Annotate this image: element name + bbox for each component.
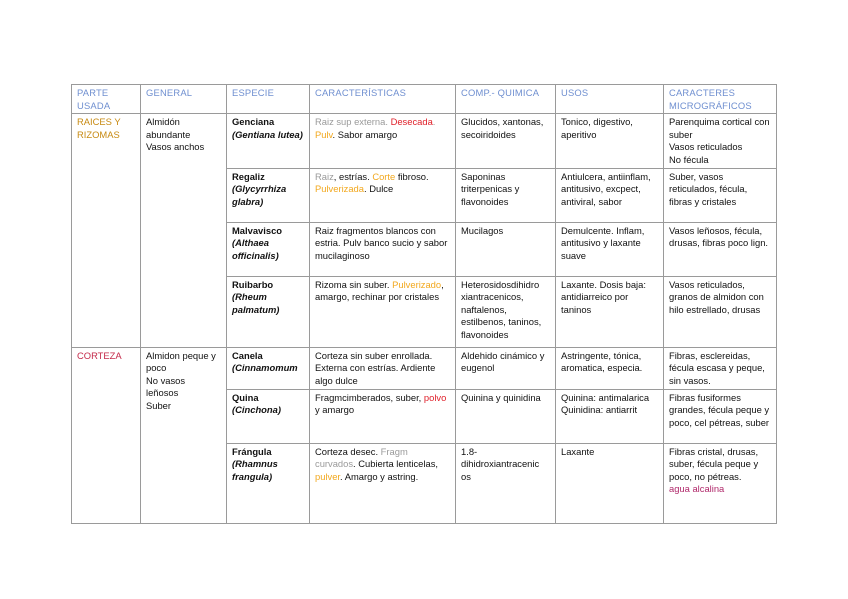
species-cell xyxy=(227,443,310,523)
header-cell: ESPECIE xyxy=(227,85,310,114)
characteristics-text: Fragmcimberados, suber, xyxy=(315,391,424,403)
micrographic-cell xyxy=(664,168,777,222)
characteristics-text: Corteza desec. xyxy=(315,445,381,457)
micrographic-line: Suber, vasos reticulados, fécula, fibras y cristales xyxy=(669,170,748,207)
characteristics-text: y amargo xyxy=(315,404,355,416)
species-scientific-name: (Cinchona) xyxy=(232,404,281,416)
micrographic-cell xyxy=(664,276,777,347)
chemical-cell: Mucilagos xyxy=(456,222,556,276)
header-cell: CARACTERÍSTICAS xyxy=(310,85,456,114)
micrographic-line: Vasos leñosos, fécula, drusas, fibras poco lign. xyxy=(669,224,769,249)
characteristics-cell xyxy=(310,389,456,443)
species-scientific-name: (Glycyrrhiza glabra) xyxy=(232,183,287,207)
species-scientific-name: (Rhamnus frangula) xyxy=(232,458,278,482)
micrographic-line: Vasos reticulados, granos de almidon con hilo estrellado, drusas xyxy=(669,278,764,315)
general-line: Suber xyxy=(146,399,172,411)
table-row xyxy=(72,114,777,168)
species-cell xyxy=(227,114,310,168)
species-cell xyxy=(227,389,310,443)
characteristics-text: pulver xyxy=(315,470,341,482)
general-line: Vasos anchos xyxy=(146,141,205,153)
header-cell: CARACTERES MICROGRÁFICOS xyxy=(664,85,777,114)
chemical-cell: Saponinas triterpenicas y flavonoides xyxy=(456,168,556,222)
species-cell xyxy=(227,276,310,347)
micrographic-line: Fibras cristal, drusas, suber, fécula peque y poco, no pétreas. xyxy=(669,445,759,482)
characteristics-text: Pulverizado xyxy=(392,278,442,290)
characteristics-text: fibroso. xyxy=(395,170,429,182)
species-name: Ruibarbo xyxy=(232,278,274,290)
general-cell xyxy=(141,114,227,347)
part-cell: RAICES Y RIZOMAS xyxy=(72,114,141,347)
general-line: Almidon peque y poco xyxy=(146,349,216,374)
micrographic-cell xyxy=(664,389,777,443)
general-line: No vasos xyxy=(146,374,186,386)
characteristics-cell xyxy=(310,168,456,222)
characteristics-text: Rizoma sin suber. xyxy=(315,278,393,290)
characteristics-text: Corteza sin suber enrollada. Externa con estrías. Ardiente algo dulce xyxy=(315,349,436,386)
chemical-cell: Heterosidosdihidro xiantracenicos, naftalenos, estilbenos, taninos, flavonoides xyxy=(456,276,556,347)
characteristics-text: Desecada xyxy=(390,116,433,128)
header-cell: USOS xyxy=(556,85,664,114)
general-line: leñosos xyxy=(146,387,179,399)
characteristics-text: Pulverizada xyxy=(315,183,364,195)
part-cell: CORTEZA xyxy=(72,347,141,523)
characteristics-text: Corte xyxy=(372,170,396,182)
uses-cell: Astringente, tónica, aromatica, especia. xyxy=(556,347,664,389)
characteristics-text: . Sabor amargo xyxy=(332,128,398,140)
micrographic-line: Vasos reticulados xyxy=(669,141,743,153)
uses-cell: Antiulcera, antiinflam, antitusivo, excpect, antiviral, sabor xyxy=(556,168,664,222)
chemical-cell: Glucidos, xantonas, secoiridoides xyxy=(456,114,556,168)
header-row xyxy=(72,85,777,114)
species-name: Frángula xyxy=(232,445,272,457)
characteristics-text: . Dulce xyxy=(364,183,394,195)
characteristics-cell xyxy=(310,347,456,389)
chemical-cell: 1.8-dihidroxiantracenic os xyxy=(456,443,556,523)
species-cell xyxy=(227,347,310,389)
uses-cell: Demulcente. Inflam, antitusivo y laxante suave xyxy=(556,222,664,276)
characteristics-text: , amargo, rechinar por cristales xyxy=(315,278,444,303)
species-name: Genciana xyxy=(232,116,275,128)
micrographic-cell xyxy=(664,114,777,168)
uses-cell: Tonico, digestivo, aperitivo xyxy=(556,114,664,168)
species-cell xyxy=(227,222,310,276)
micrographic-line: Fibras, esclereidas, fécula escasa y peque, sin vasos. xyxy=(669,349,765,386)
species-scientific-name: (Althaea officinalis) xyxy=(232,237,279,261)
characteristics-text: . Amargo y astring. xyxy=(340,470,419,482)
characteristics-text: Fragm curvados xyxy=(315,445,408,470)
uses-cell: Laxante xyxy=(556,443,664,523)
micrographic-cell xyxy=(664,443,777,523)
micrographic-line: Fibras fusiformes grandes, fécula peque y poco, cel pétreas, suber xyxy=(669,391,770,428)
species-name: Malvavisco xyxy=(232,224,283,236)
species-scientific-name: (Rheum palmatum) xyxy=(232,291,280,315)
characteristics-text: Raiz xyxy=(315,170,334,182)
species-scientific-name: (Gentiana lutea) xyxy=(232,128,303,140)
characteristics-text: , estrías. xyxy=(333,170,373,182)
characteristics-text: . xyxy=(432,116,436,128)
characteristics-text: Raiz fragmentos blancos con estria. Pulv banco sucio y sabor mucilaginoso xyxy=(315,224,448,261)
species-name: Regaliz xyxy=(232,170,265,182)
characteristics-cell xyxy=(310,222,456,276)
characteristics-text: Pulv xyxy=(315,128,333,140)
micrographic-line: No fécula xyxy=(669,153,709,165)
species-cell xyxy=(227,168,310,222)
uses-cell: Quinina: antimalarica Quinidina: antiarrit xyxy=(556,389,664,443)
table-row xyxy=(72,347,777,389)
characteristics-cell xyxy=(310,114,456,168)
general-line: Almidón xyxy=(146,116,180,128)
general-cell xyxy=(141,347,227,523)
header-cell: COMP.- QUIMICA xyxy=(456,85,556,114)
micrographic-cell xyxy=(664,347,777,389)
characteristics-text: . Cubierta lenticelas, xyxy=(353,458,438,470)
header-cell: GENERAL xyxy=(141,85,227,114)
species-name: Canela xyxy=(232,349,263,361)
uses-cell: Laxante. Dosis baja: antidiarreico por taninos xyxy=(556,276,664,347)
header-cell: PARTE USADA xyxy=(72,85,141,114)
species-scientific-name: (Cinnamomum xyxy=(232,362,298,374)
characteristics-text: polvo xyxy=(423,391,447,403)
species-name: Quina xyxy=(232,391,259,403)
characteristics-cell xyxy=(310,443,456,523)
general-line: abundante xyxy=(146,128,191,140)
drug-table xyxy=(71,84,777,524)
micrographic-note: agua alcalina xyxy=(669,483,725,495)
micrographic-cell xyxy=(664,222,777,276)
chemical-cell: Quinina y quinidina xyxy=(456,389,556,443)
chemical-cell: Aldehido cinámico y eugenol xyxy=(456,347,556,389)
characteristics-text: Raiz sup externa. xyxy=(315,116,391,128)
characteristics-cell xyxy=(310,276,456,347)
micrographic-line: Parenquima cortical con suber xyxy=(669,116,770,140)
